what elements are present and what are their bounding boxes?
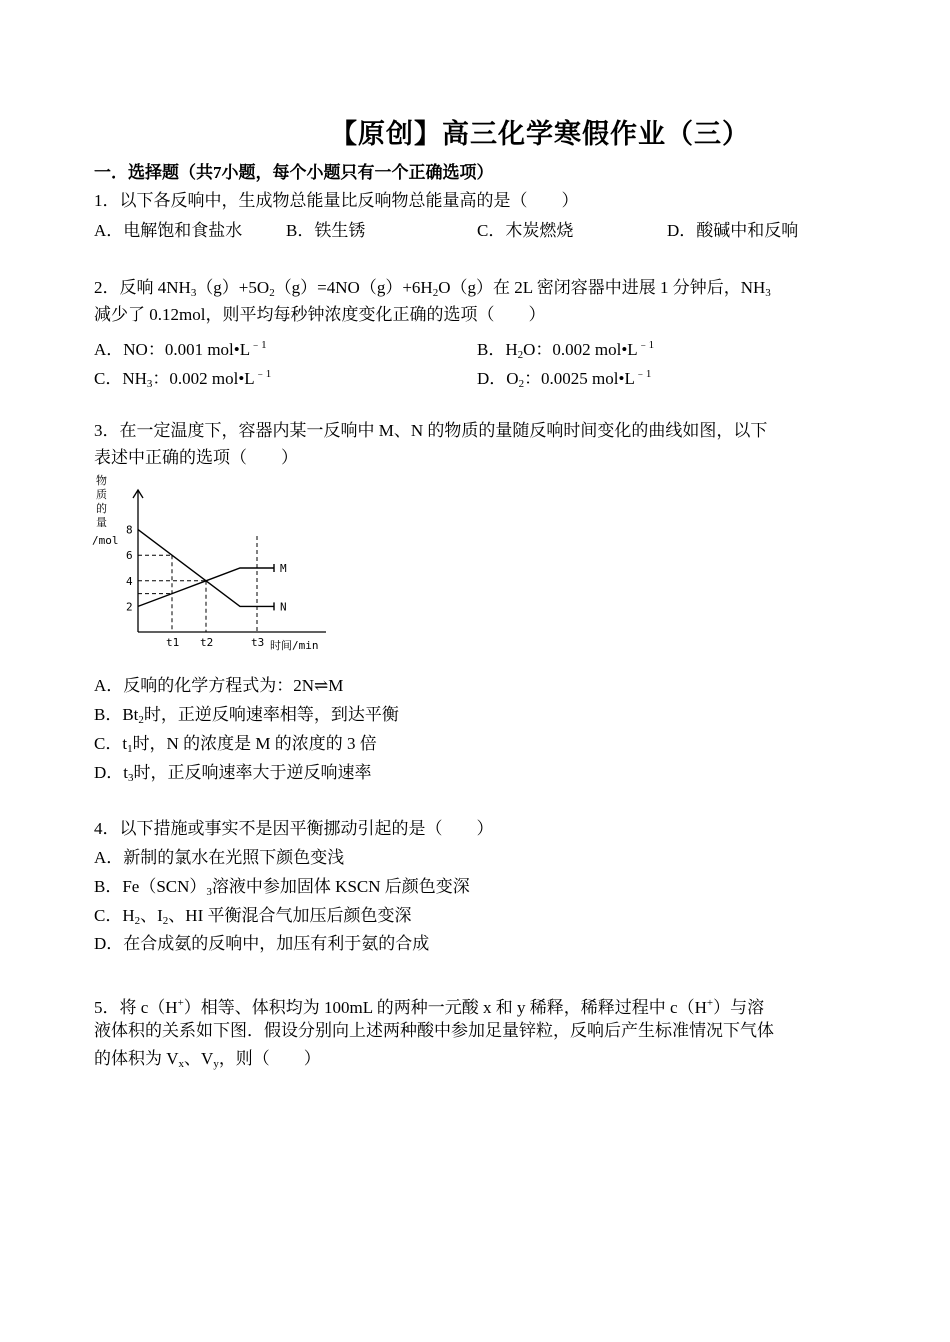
q2-stem-line1: 2．反响 $4NH_3(g)+5O_2(g)=4NO(g)+6H_2O(g)$在 2L 密闭容器中进展 1 分钟后，$NH_3$ (94, 278, 771, 299)
ylabel-char-3: 的 (96, 502, 107, 515)
y-tick-label: 8 (126, 523, 133, 537)
ylabel-char-4: 量 (96, 516, 107, 529)
x-tick-label: t2 (200, 636, 214, 649)
x-tick-label: t3 (251, 636, 265, 649)
series-lines (138, 530, 287, 614)
x-ticks (166, 636, 264, 649)
q4-option-a: A．新制的氯水在光照下颜色变浅 (94, 848, 345, 867)
q2-stem-line2: 减少了 0.12mol，则平均每秒钟浓度变化正确的选项（ ） (94, 305, 546, 324)
q4-stem: 4．以下措施或事实不是因平衡挪动引起的是（ ） (94, 819, 494, 838)
q3-stem-line1: 3．在一定温度下，容器内某一反响中 M、N 的物质的量随反响时间变化的曲线如图，以下 (94, 421, 768, 440)
q4-option-b: B．$Fe(SCN)_3$溶液中参加固体 KSCN 后颜色变深 (94, 877, 470, 898)
y-tick-label: 6 (126, 549, 133, 563)
q1-option-b: B．铁生锈 (286, 221, 366, 240)
q4-option-d: D．在合成氨的反响中，加压有利于氨的合成 (94, 934, 430, 953)
ylabel-char-1: 物 (96, 474, 107, 487)
ylabel-unit: /mol (92, 534, 119, 547)
q2-option-b: B．$H_2O$：0.002 $mol•L^{﹣1}$ (477, 339, 655, 361)
chart-xlabel: 时间/min (270, 639, 319, 652)
section-heading: 一．选择题（共7小题，每个小题只有一个正确选项） (94, 163, 494, 182)
q1-stem: 1．以下各反响中，生成物总能量比反响物总能量高的是（ ） (94, 191, 579, 210)
q3-chart (88, 472, 348, 652)
series-label-N: N (280, 600, 287, 614)
page-title: 【原创】高三化学寒假作业（三） (330, 119, 750, 149)
q3-option-c: C．$t_1$时，N 的浓度是 M 的浓度的 3 倍 (94, 734, 377, 755)
q2-option-c: C．$NH_3$：0.002 $mol•L^{﹣1}$ (94, 368, 272, 390)
series-line-M (138, 568, 274, 606)
x-tick-label: t1 (166, 636, 180, 649)
q2-option-d: D．$O_2$：0.0025 $mol•L^{﹣1}$ (477, 368, 652, 390)
q3-option-d: D．$t_3$时，正反响速率大于逆反响速率 (94, 763, 372, 784)
q1-option-d: D．酸碱中和反响 (667, 221, 799, 240)
ylabel-char-2: 质 (96, 488, 107, 501)
q2-option-a: A．NO：0.001 $mol•L^{﹣1}$ (94, 339, 267, 359)
q5-stem-line1: 5．将 c（H+）相等、体积均为 100mL 的两种一元酸 x 和 y 稀释，稀释过程中 c（H+）与溶 (94, 997, 765, 1017)
q5-stem-line2: 液体积的关系如下图．假设分别向上述两种酸中参加足量锌粒，反响后产生标准情况下气体 (94, 1021, 774, 1040)
series-label-M: M (280, 562, 287, 575)
q1-option-a: A．电解饱和食盐水 (94, 221, 243, 240)
y-tick-label: 4 (126, 574, 133, 588)
y-tick-label: 2 (126, 600, 133, 614)
q3-stem-line2: 表述中正确的选项（ ） (94, 448, 298, 467)
q1-option-c: C．木炭燃烧 (477, 221, 574, 240)
q5-stem-line3: 的体积为 $V_x$、$V_y$，则（ ） (94, 1049, 321, 1070)
q4-option-c: C．$H_2$、$I_2$、HI 平衡混合气加压后颜色变深 (94, 906, 412, 927)
y-ticks (126, 524, 133, 614)
q3-option-a: A．反响的化学方程式为：2N⇌M (94, 676, 344, 695)
q3-option-b: B．$Bt_2$时，正逆反响速率相等，到达平衡 (94, 705, 399, 726)
chart-ylabel (92, 473, 119, 547)
